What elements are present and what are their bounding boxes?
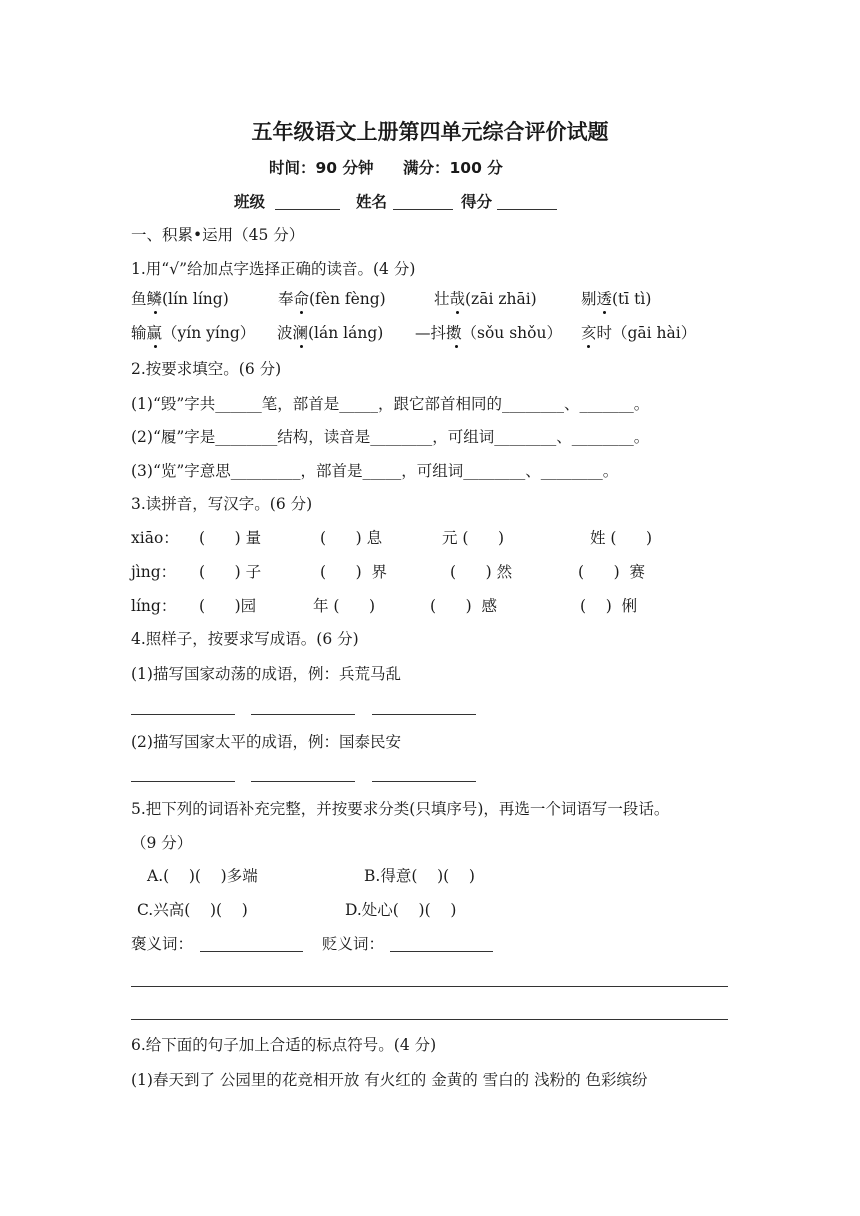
emphasis-dot xyxy=(603,311,606,314)
q1-item: 奉命(fèn fèng) xyxy=(278,290,386,308)
q1-item: 壮哉(zāi zhāi) xyxy=(434,290,537,308)
q5-prompt: 5.把下列的词语补充完整，并按要求分类(只填序号)，再选一个词语写一段话。 xyxy=(131,800,670,818)
commendatory-field[interactable] xyxy=(200,951,303,952)
char-blank[interactable]: 年 ( ) xyxy=(313,597,376,615)
emphasis-dot xyxy=(154,311,157,314)
q5-score: （9 分） xyxy=(131,834,193,852)
char-blank[interactable]: 姓 ( ) xyxy=(590,529,653,547)
pinyin-label: xiāo： xyxy=(131,529,179,547)
char-blank[interactable]: ( ) 息 xyxy=(320,529,383,547)
q2-prompt: 2.按要求填空。(6 分) xyxy=(131,360,282,378)
emphasis-dot xyxy=(300,311,303,314)
emphasis-dot xyxy=(300,345,303,348)
answer-line[interactable] xyxy=(131,781,235,782)
q1-prompt: 1.用“√”给加点字选择正确的读音。(4 分) xyxy=(131,260,416,278)
char-blank[interactable]: ( ) 赛 xyxy=(578,563,646,581)
name-field[interactable] xyxy=(393,209,453,210)
answer-line[interactable] xyxy=(372,781,476,782)
answer-line[interactable] xyxy=(251,714,355,715)
pinyin-label: líng： xyxy=(131,597,177,615)
q2-line: (3)“览”字意思_________，部首是_____，可组词________、________。 xyxy=(131,462,619,480)
char-blank[interactable]: 元 ( ) xyxy=(442,529,505,547)
derogatory-label: 贬义词： xyxy=(322,935,385,953)
idiom-c[interactable]: C.兴高( )( ) xyxy=(137,901,248,919)
class-field[interactable] xyxy=(275,209,340,210)
writing-line[interactable] xyxy=(131,1019,728,1020)
pinyin-label: jìng： xyxy=(131,563,177,581)
q4-sub: (2)描写国家太平的成语，例：国泰民安 xyxy=(131,733,401,751)
derogatory-field[interactable] xyxy=(390,951,493,952)
section-heading: 一、积累•运用（45 分） xyxy=(131,226,305,244)
emphasis-dot xyxy=(455,345,458,348)
q3-prompt: 3.读拼音，写汉字。(6 分) xyxy=(131,495,313,513)
q1-item: 鱼鳞(lín líng) xyxy=(131,290,229,308)
char-blank[interactable]: ( ) 界 xyxy=(320,563,388,581)
score-field-label: 得分 xyxy=(461,193,493,211)
emphasis-dot xyxy=(456,311,459,314)
char-blank[interactable]: ( ) 然 xyxy=(450,563,513,581)
idiom-d[interactable]: D.处心( )( ) xyxy=(345,901,457,919)
q2-line: (2)“履”字是________结构，读音是________，可组词________、________。 xyxy=(131,428,650,446)
q1-item: 亥时（gāi hài） xyxy=(581,324,697,342)
q6-sentence: (1)春天到了 公园里的花竞相开放 有火红的 金黄的 雪白的 浅粉的 色彩缤纷 xyxy=(131,1071,648,1089)
emphasis-dot xyxy=(154,345,157,348)
char-blank[interactable]: ( ) 感 xyxy=(430,597,498,615)
char-blank[interactable]: ( )园 xyxy=(199,597,257,615)
commendatory-label: 褒义词： xyxy=(131,935,194,953)
answer-line[interactable] xyxy=(372,714,476,715)
q1-item: 剔透(tī tì) xyxy=(581,290,652,308)
idiom-a[interactable]: A.( )( )多端 xyxy=(147,867,258,885)
char-blank[interactable]: ( ) 俐 xyxy=(580,597,638,615)
q1-item: —抖擞（sǒu shǒu） xyxy=(415,324,562,342)
char-blank[interactable]: ( ) 子 xyxy=(199,563,262,581)
q2-line: (1)“毁”字共______笔，部首是_____，跟它部首相同的________、_______。 xyxy=(131,395,650,413)
score-label: 满分：100 分 xyxy=(403,159,503,177)
time-label: 时间：90 分钟 xyxy=(269,159,374,177)
writing-line[interactable] xyxy=(131,986,728,987)
q1-item: 输赢（yín yíng） xyxy=(131,324,256,342)
page-title: 五年级语文上册第四单元综合评价试题 xyxy=(251,120,609,144)
answer-line[interactable] xyxy=(131,714,235,715)
q4-prompt: 4.照样子，按要求写成语。(6 分) xyxy=(131,630,359,648)
idiom-b[interactable]: B.得意( )( ) xyxy=(364,867,475,885)
score-field[interactable] xyxy=(497,209,557,210)
emphasis-dot xyxy=(587,345,590,348)
answer-line[interactable] xyxy=(251,781,355,782)
q6-prompt: 6.给下面的句子加上合适的标点符号。(4 分) xyxy=(131,1036,437,1054)
class-label: 班级 xyxy=(234,193,266,211)
name-label: 姓名 xyxy=(356,193,388,211)
q4-sub: (1)描写国家动荡的成语，例：兵荒马乱 xyxy=(131,665,401,683)
char-blank[interactable]: ( ) 量 xyxy=(199,529,262,547)
q1-item: 波澜(lán láng) xyxy=(277,324,384,342)
